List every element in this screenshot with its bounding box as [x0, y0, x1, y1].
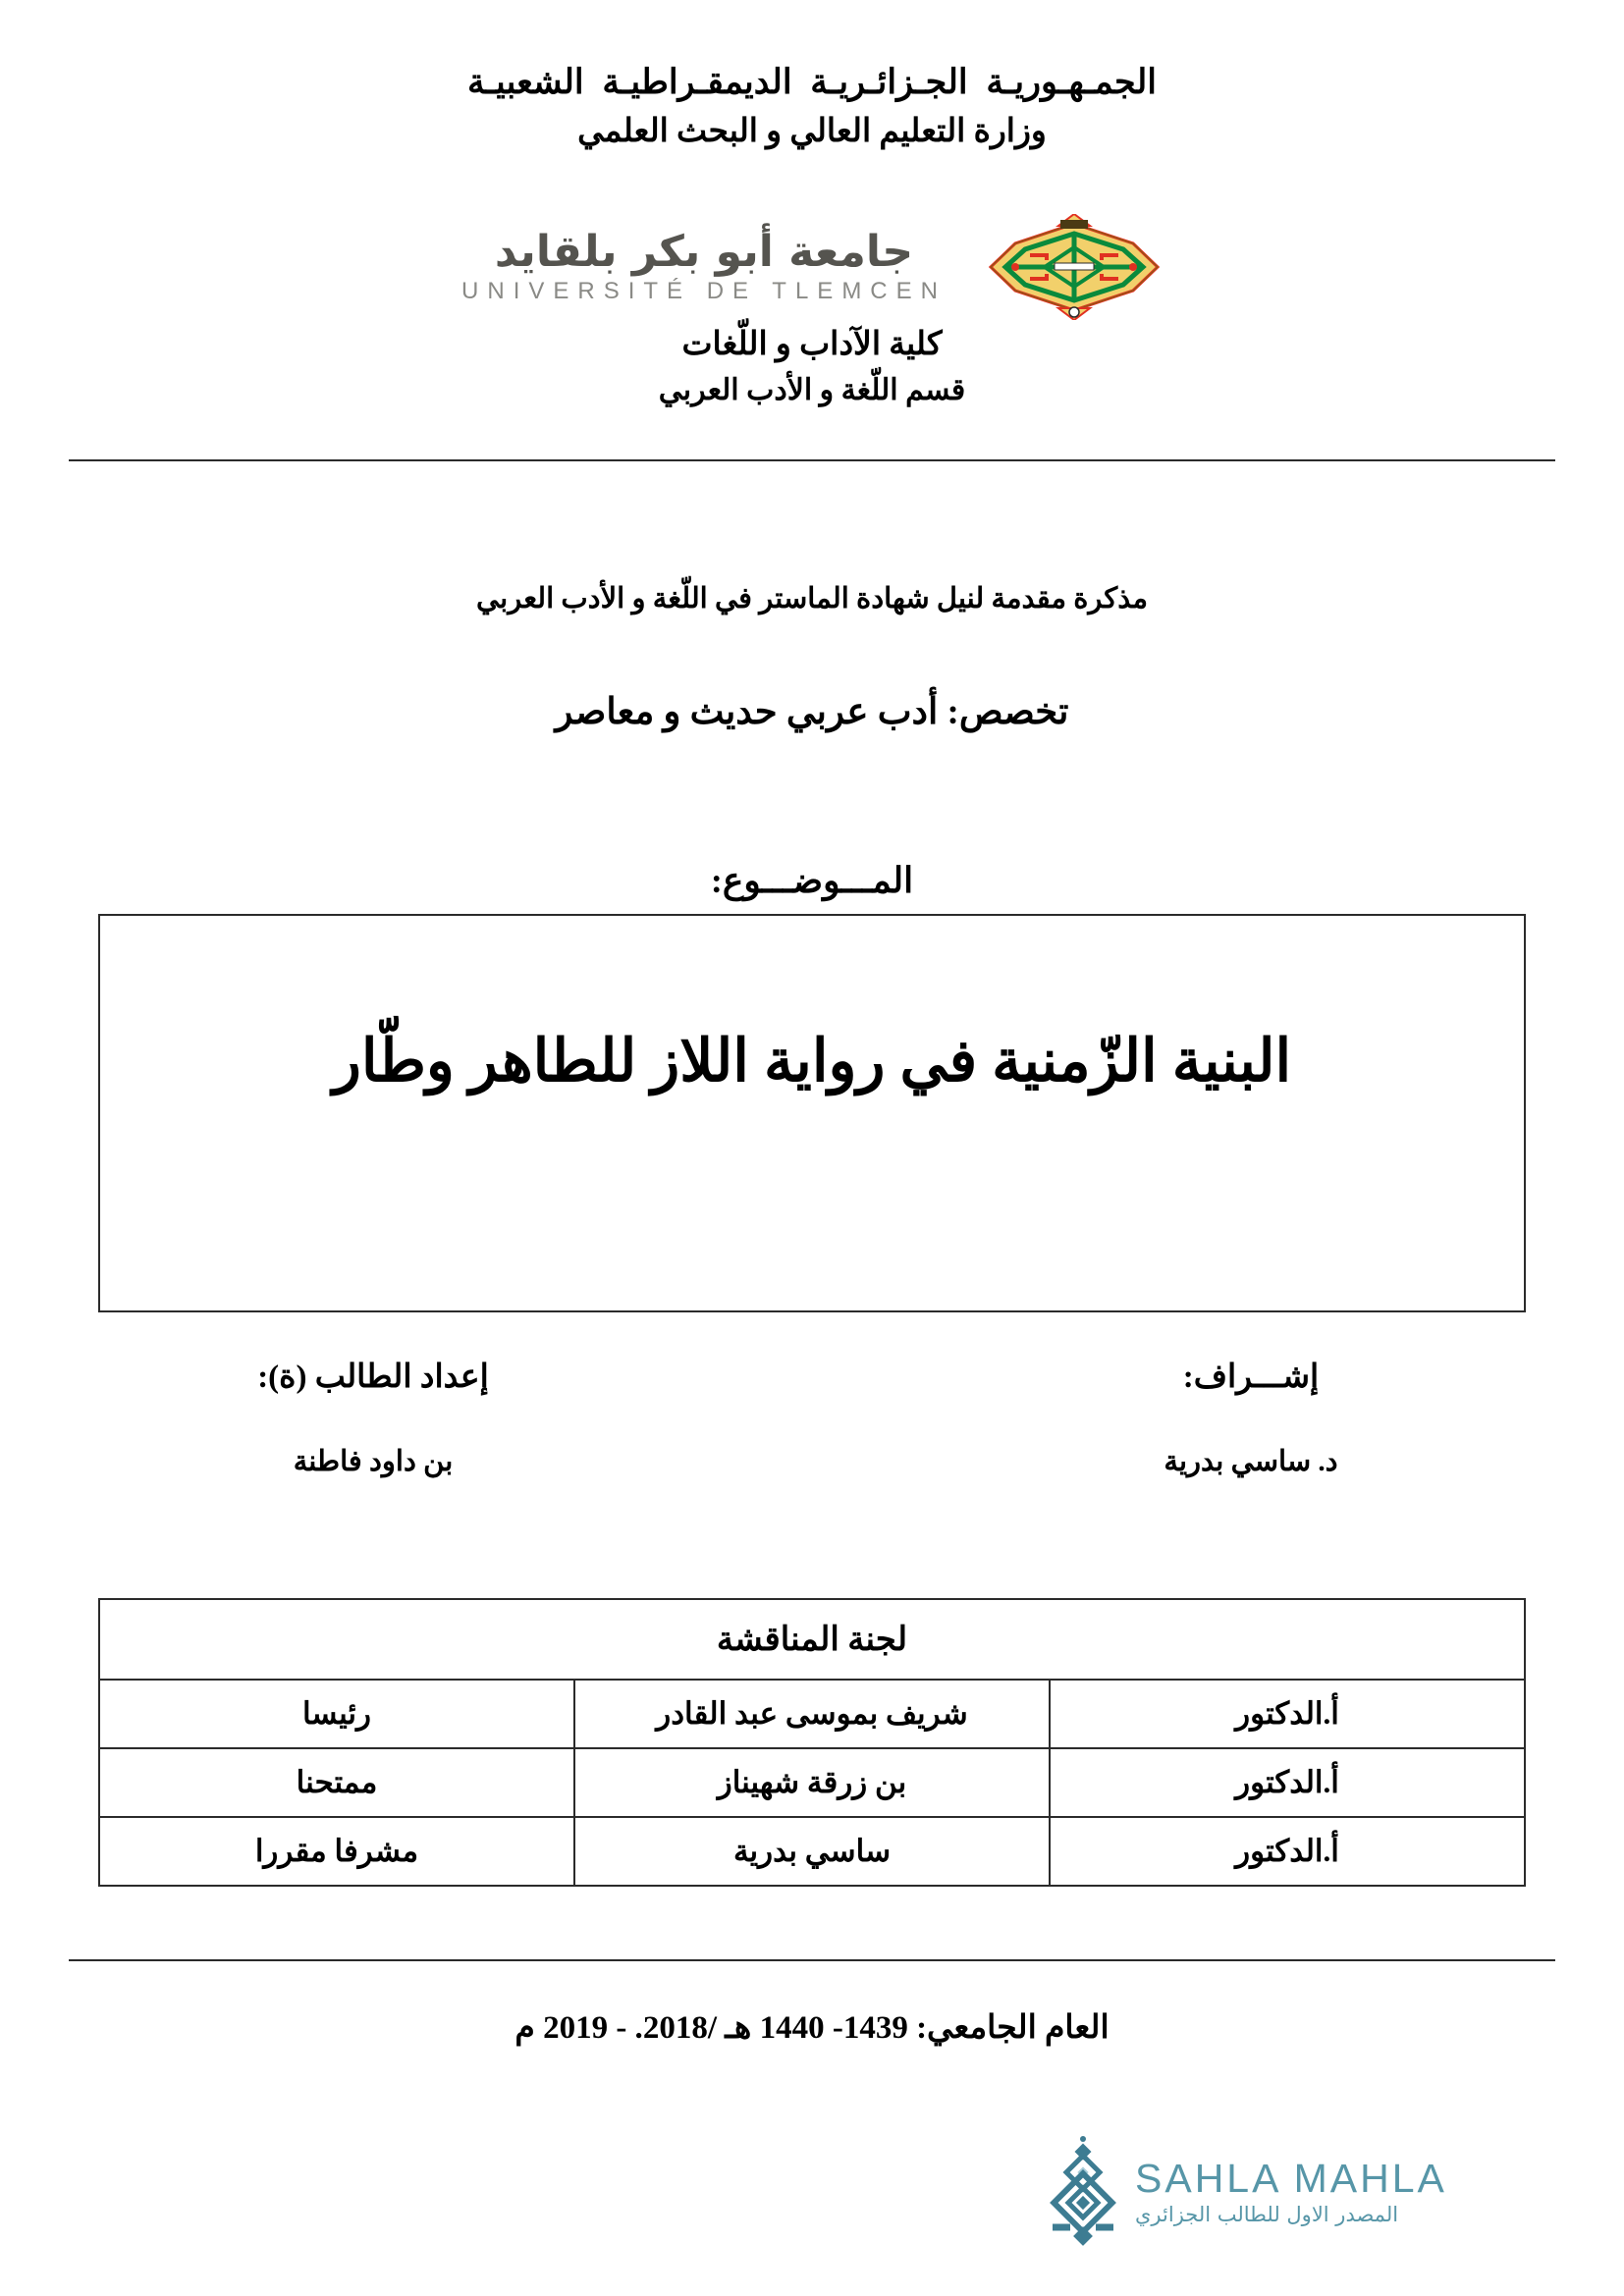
committee-member-role: ممتحنا — [99, 1748, 574, 1817]
university-emblem-icon — [986, 214, 1163, 320]
supervisor-column — [976, 1357, 1526, 1481]
committee-member-title: أ.الدكتور — [1050, 1817, 1525, 1886]
faculty-name: كلية الآداب و اللّغات — [681, 327, 943, 362]
academic-year: العام الجامعي: 1439- 1440 هـ /2018. - 2019 م — [514, 2010, 1110, 2046]
thesis-title: البنية الزّمنية في رواية اللاز للطاهر وطّار — [332, 1029, 1292, 1094]
watermark-brand: SAHLA MAHLA — [1135, 2156, 1447, 2201]
committee-heading: لجنة المناقشة — [99, 1599, 1525, 1680]
supervisor-heading: إشـــراف: — [1182, 1360, 1320, 1395]
committee-member-title: أ.الدكتور — [1050, 1748, 1525, 1817]
footer-divider — [69, 1959, 1555, 1961]
sahla-mahla-diamond-logo-icon — [1041, 2133, 1125, 2251]
committee-member-name: ساسي بدرية — [574, 1817, 1050, 1886]
header-divider — [69, 459, 1555, 461]
student-name: بن داود فاطنة — [293, 1445, 454, 1477]
republic-title: الجمـهـوريـة الجـزائـريـة الديمقـراطيـة الشعبيـة — [467, 63, 1157, 101]
table-row — [99, 1748, 1525, 1817]
student-column — [98, 1357, 648, 1481]
university-wordmark — [461, 227, 947, 304]
document-header — [0, 61, 1624, 153]
people-row — [98, 1357, 1526, 1481]
university-name-french: UNIVERSITÉ DE TLEMCEN — [461, 278, 947, 304]
table-row — [99, 1817, 1525, 1886]
subject-label: المـــوضـــوع: — [710, 861, 914, 900]
committee-heading-row — [99, 1599, 1525, 1680]
committee-member-role: رئيسا — [99, 1680, 574, 1748]
university-name-arabic: جامعة أبو بكر بلقايد — [494, 227, 914, 277]
faculty-department-block — [0, 322, 1624, 411]
degree-statement: مذكرة مقدمة لنيل شهادة الماستر في اللّغة و الأدب العربي — [476, 583, 1148, 614]
specialty-line: تخصص: أدب عربي حديث و معاصر — [555, 692, 1069, 732]
watermark-tagline: المصدر الاول للطالب الجزائري — [1135, 2203, 1399, 2226]
committee-member-name: بن زرقة شهيناز — [574, 1748, 1050, 1817]
watermark-text — [1135, 2156, 1447, 2226]
department-name: قسم اللّغة و الأدب العربي — [658, 373, 966, 406]
committee-member-name: شريف بموسى عبد القادر — [574, 1680, 1050, 1748]
committee-table — [98, 1598, 1526, 1887]
committee-member-role: مشرفا مقررا — [99, 1817, 574, 1886]
thesis-title-box — [98, 914, 1526, 1312]
student-heading: إعداد الطالب (ة): — [257, 1360, 489, 1395]
ministry-title: وزارة التعليم العالي و البحث العلمي — [577, 113, 1047, 149]
committee-member-title: أ.الدكتور — [1050, 1680, 1525, 1748]
supervisor-name: د. ساسي بدرية — [1164, 1445, 1338, 1477]
table-row — [99, 1680, 1525, 1748]
university-banner — [0, 208, 1624, 326]
sahla-mahla-watermark — [1041, 2128, 1532, 2256]
